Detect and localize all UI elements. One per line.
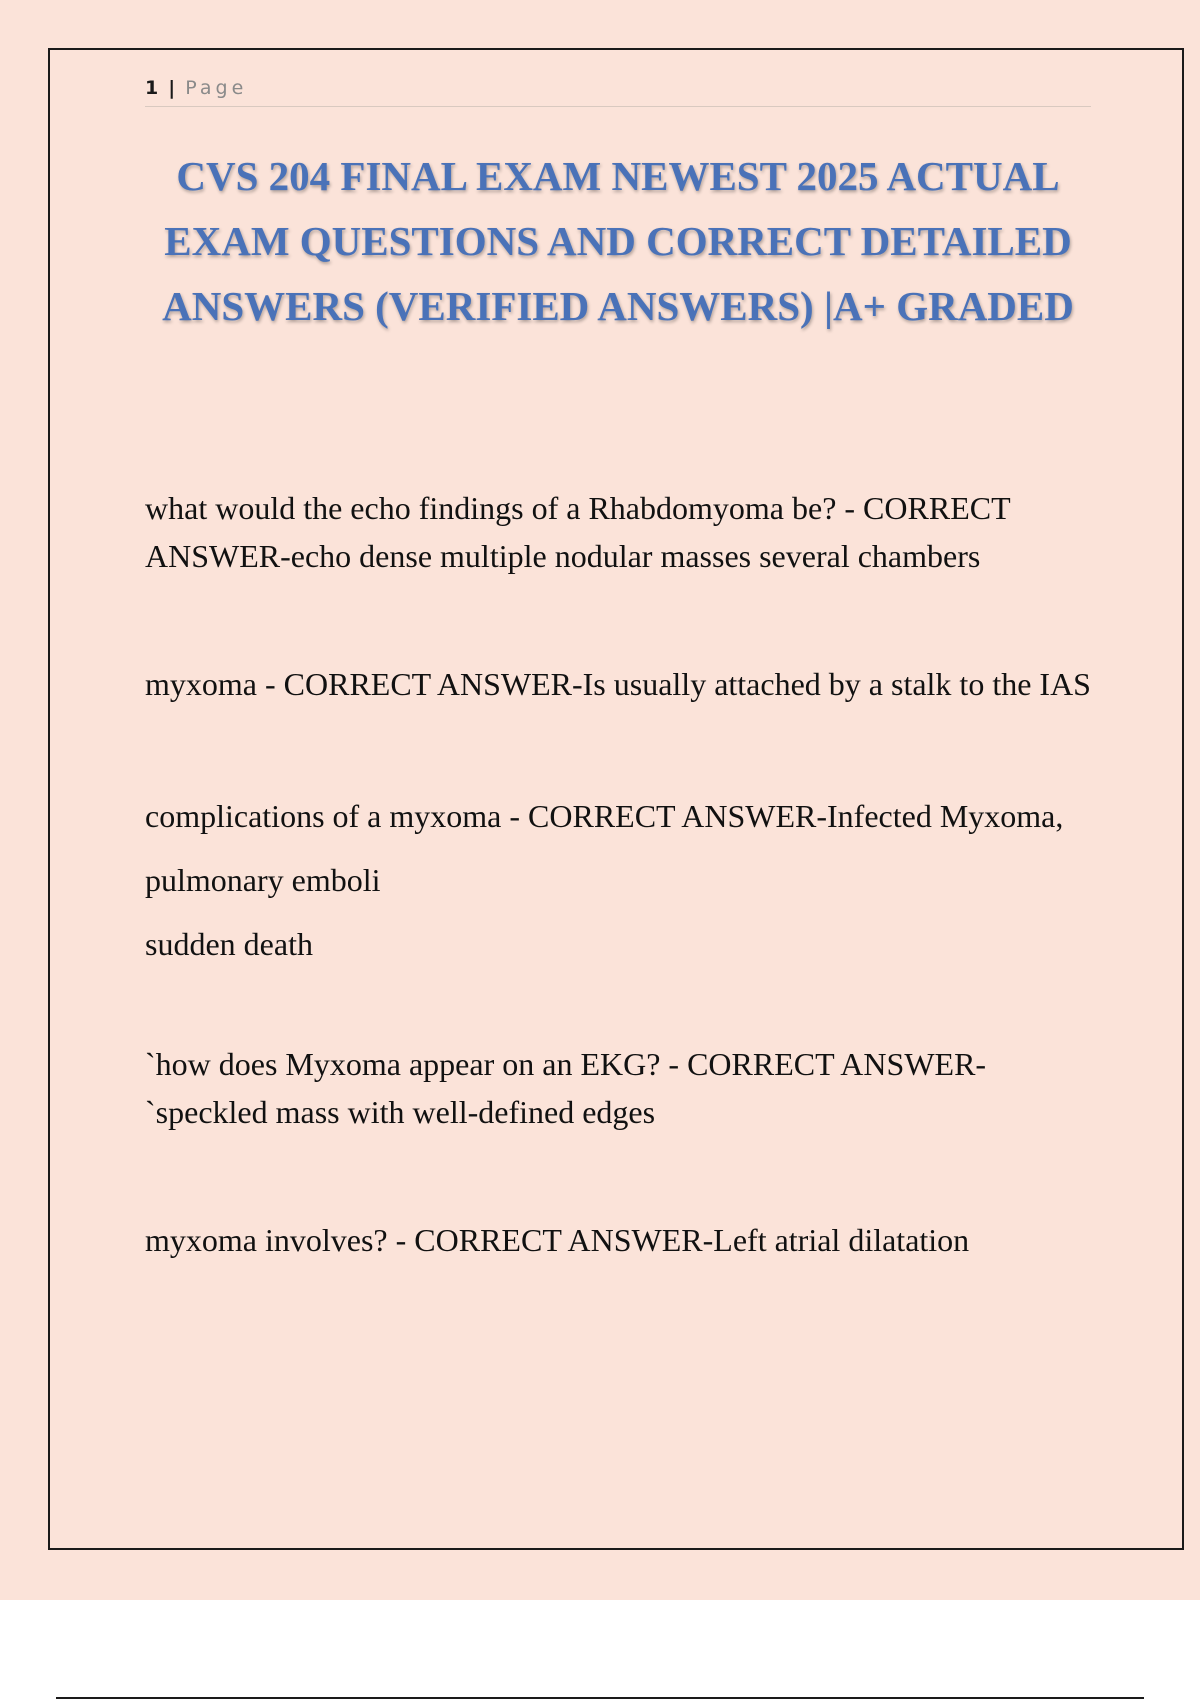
- qa-item-myxoma-stalk: myxoma - CORRECT ANSWER-Is usually attached by a stalk to the IAS: [145, 666, 1091, 702]
- qa-item-complication-line: pulmonary emboli: [145, 862, 381, 898]
- page-word: Page: [185, 77, 248, 99]
- qa-item-complication-line: sudden death: [145, 926, 313, 962]
- qa-item-rhabdomyoma: what would the echo findings of a Rhabdomyoma be? - CORRECT ANSWER-echo dense multiple nodular masses several chambers: [145, 490, 1011, 574]
- page-header: [145, 74, 1091, 107]
- page-number: 1: [145, 77, 159, 99]
- document-title: CVS 204 FINAL EXAM NEWEST 2025 ACTUAL EXAM QUESTIONS AND CORRECT DETAILED ANSWERS (VERIFIED ANSWERS) |A+ GRADED: [162, 153, 1074, 329]
- qa-item-myxoma-involves: myxoma involves? - CORRECT ANSWER-Left atrial dilatation: [145, 1222, 970, 1258]
- qa-item-myxoma-ekg: `how does Myxoma appear on an EKG? - CORRECT ANSWER-`speckled mass with well-defined edges: [145, 1046, 987, 1130]
- qa-list: [145, 484, 1105, 1264]
- qa-item-myxoma-complications: complications of a myxoma - CORRECT ANSWER-Infected Myxoma,: [145, 798, 1064, 834]
- page-header-separator: |: [168, 77, 176, 99]
- bottom-rule: [56, 1697, 1144, 1699]
